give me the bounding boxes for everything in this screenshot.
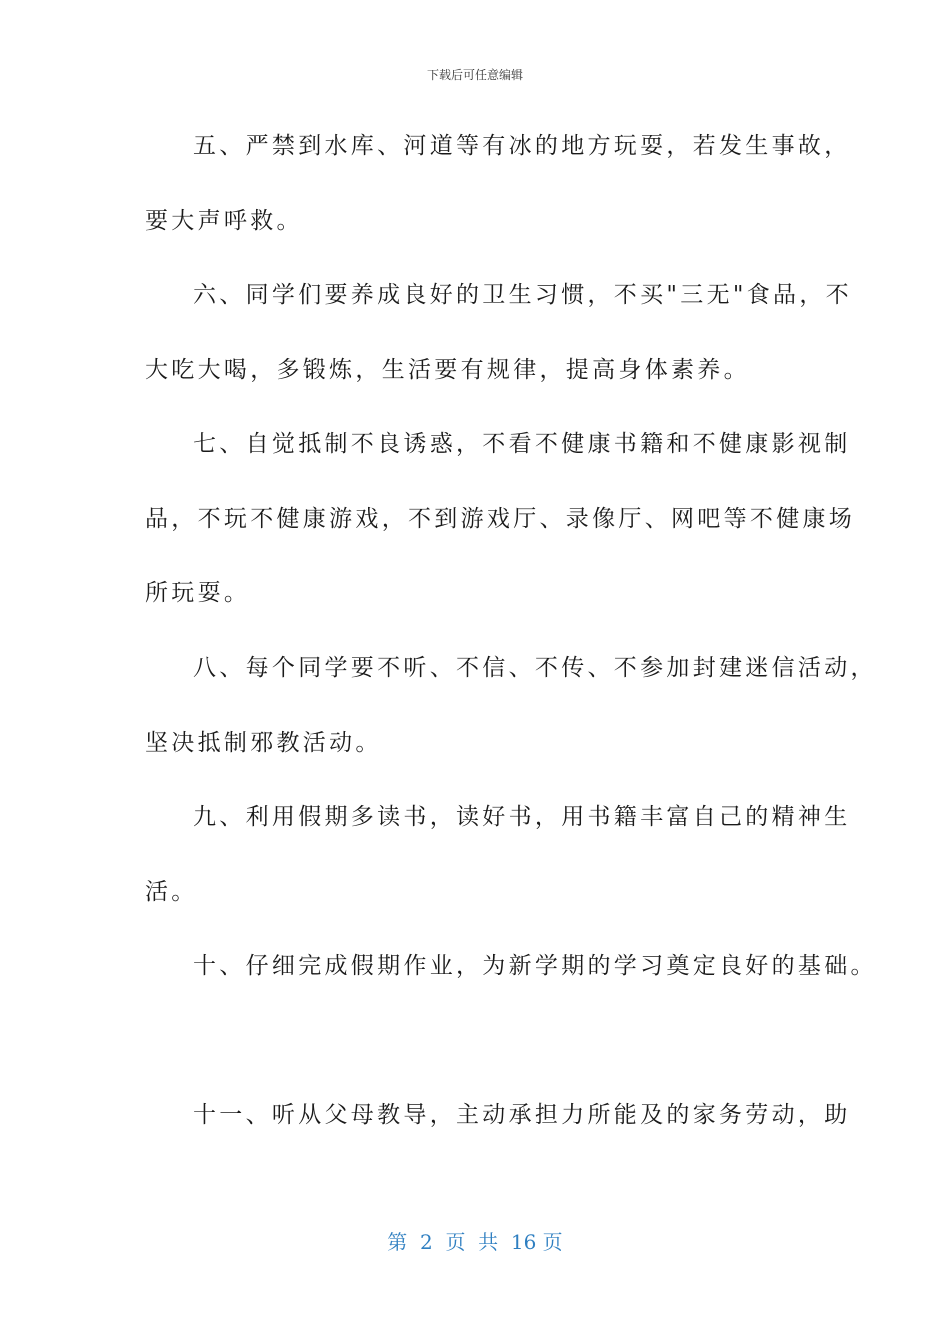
header-note: 下载后可任意编辑: [426, 68, 523, 82]
paragraph-line: 坚决抵制邪教活动。: [145, 730, 382, 756]
paragraph-line: 五、严禁到水库、河道等有冰的地方玩耍，若发生事故，: [193, 133, 851, 159]
paragraph-line: 九、利用假期多读书，读好书，用书籍丰富自己的精神生: [193, 804, 851, 830]
page-number-footer: 第 2 页 共 16 页: [387, 1230, 563, 1254]
paragraph-line: 所玩耍。: [145, 580, 251, 606]
paragraph-line: 七、自觉抵制不良诱惑，不看不健康书籍和不健康影视制: [193, 431, 851, 457]
paragraph-line: 大吃大喝，多锻炼，生活要有规律，提高身体素养。: [145, 357, 750, 383]
paragraph-line: 六、同学们要养成良好的卫生习惯，不买"三无"食品，不: [193, 282, 852, 308]
paragraph-line: 活。: [145, 879, 198, 905]
paragraph-line: 要大声呼救。: [145, 208, 303, 234]
paragraph-line: 八、每个同学要不听、不信、不传、不参加封建迷信活动，: [193, 655, 877, 681]
paragraph-line: 十一、听从父母教导，主动承担力所能及的家务劳动，助: [193, 1102, 851, 1128]
paragraph-line: 品，不玩不健康游戏，不到游戏厅、录像厅、网吧等不健康场: [145, 506, 856, 532]
paragraph-line: 十、仔细完成假期作业，为新学期的学习奠定良好的基础。: [193, 953, 877, 979]
